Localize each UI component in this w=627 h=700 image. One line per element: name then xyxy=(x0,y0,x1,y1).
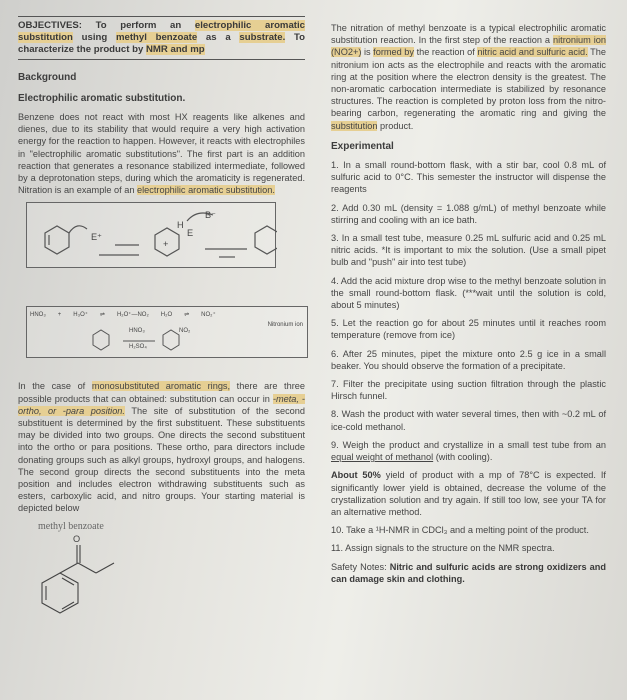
text: is xyxy=(363,47,371,58)
plus: + xyxy=(57,312,62,319)
text: The nitronium ion acts as the electrophile and reacts with the aromatic ring at the position where the electron density is the greatest. The non-aromatic carbocation intermediate is stabilized by resonance structures. The reaction is completed by proton loss from the nitro-bearing carbon, regenerating the aromatic ring and giving the xyxy=(331,47,606,119)
right-column xyxy=(331,22,606,591)
text: Benzene does not react with most HX reagents like alkenes and dienes, due to its stability that would require a very high activation energy for the reaction to happen. However, it reacts with electrophiles in "electrophilic aromatic substitutions". The first part is an addition reaction that generates a resonance stabilized intermediate, followed by a deprotonation steps, during which the aromaticity is regenerated. Nitration is an example of an xyxy=(18,112,305,196)
safety-text: Nitric and sulfuric acids are strong oxidizers and can damage skin and clothing. xyxy=(331,561,606,584)
objectives-label: OBJECTIVES: xyxy=(18,20,82,31)
step: 10. Take a ¹H-NMR in CDCl₃ and a melting point of the product. xyxy=(331,525,589,536)
reagent-bottom: H₂SO₄ xyxy=(129,344,147,351)
electrophile-label: E⁺ xyxy=(91,232,102,243)
oxygen-label: O xyxy=(73,533,81,544)
step-9 xyxy=(331,439,606,463)
e-label: E xyxy=(187,228,194,239)
text: To perform an xyxy=(95,20,182,31)
yield-bold: About 50% xyxy=(331,470,381,481)
left-column xyxy=(18,16,305,633)
highlight: NMR and mp xyxy=(145,44,205,56)
text: using xyxy=(81,32,108,44)
step: 11. Assign signals to the structure on the NMR spectra. xyxy=(331,543,555,554)
experimental-heading: Experimental xyxy=(331,140,394,152)
nitronium: NO₂⁺ xyxy=(201,312,216,319)
methyl-benzoate-structure xyxy=(18,533,305,633)
plus-label: + xyxy=(163,239,169,250)
hno3: HNO₃ xyxy=(30,312,46,319)
step: 8. Wash the product with water several times, then with ~0.2 mL of ice-cold methanol. xyxy=(331,409,606,432)
text: The site of substitution of the second substituent is determined by the first substituent. These substituents may be divided into two groups. One directs the second substituent into the ortho or para positions. These ortho, para directors include donating groups such as alkyl groups, hydroxyl groups, and halogens. The second group directs the second substituents into the meta position and includes electron withdrawing substituents such as esters, carboxylic acid, and nitro groups. Your starting material is depicted below xyxy=(18,405,305,514)
text: To characterize the product by xyxy=(18,32,305,56)
base-label: B⁻ xyxy=(205,210,216,221)
highlight: monosubstituted aromatic rings, xyxy=(91,381,231,392)
nitronium-label: Nitronium ion xyxy=(267,322,303,329)
step: 2. Add 0.30 mL (density = 1.088 g/mL) of methyl benzoate while stirring and cooling with an ice bath. xyxy=(331,202,606,225)
protonated-nitric: H₂O⁺—NO₂ xyxy=(116,312,149,319)
highlight: electrophilic aromatic substitution. xyxy=(137,185,275,196)
text: as a xyxy=(205,32,231,44)
text: product. xyxy=(380,120,414,131)
highlight: methyl benzoate xyxy=(115,32,198,44)
yield-note xyxy=(331,469,606,518)
step: 6. After 25 minutes, pipet the mixture onto 2.5 g ice in a small beaker. You should observe the formation of a precipitate. xyxy=(331,348,606,371)
eas-heading: Electrophilic aromatic substitution. xyxy=(18,92,186,104)
highlight: substrate. xyxy=(239,32,286,44)
highlight: nitric acid and sulfuric acid. xyxy=(477,47,588,58)
safety-notes xyxy=(331,561,606,585)
objectives xyxy=(18,16,305,60)
nitration-paragraph xyxy=(331,22,606,132)
structure-label: methyl benzoate xyxy=(38,520,104,532)
structure-drawing xyxy=(18,533,158,633)
mechanism-drawing xyxy=(27,203,277,269)
text: 9. Weigh the product and crystallize in a small test tube from an xyxy=(331,439,606,450)
h-label: H xyxy=(177,220,184,231)
highlight: formed by xyxy=(373,47,415,58)
text: yield of product with a mp of 78°C is expected. If significantly lower yield is obtained, decrease the volume of the crystallization solution and try again. If still too low, see your TA for an alternative method. xyxy=(331,470,606,517)
highlight: electrophilic aromatic substitution xyxy=(18,20,305,44)
text: the reaction of xyxy=(416,47,475,58)
text: (with cooling). xyxy=(435,452,493,463)
text: The nitration of methyl benzoate is a typical electrophilic aromatic substitution reaction. In the first step of the reaction a xyxy=(331,23,606,46)
highlight: -meta, -ortho, or -para position. xyxy=(18,393,305,416)
text: In the case of xyxy=(18,381,86,392)
step: 5. Let the reaction go for about 25 minutes until it reaches room temperature (remove from ice) xyxy=(331,318,606,341)
mechanism-figure xyxy=(26,202,276,268)
h2o: H₂O xyxy=(160,312,173,319)
step: 7. Filter the precipitate using suction filtration through the plastic Hirsch funnel. xyxy=(331,379,606,402)
nitration-figure: HNO₃ + H₃O⁺ ⇌ H₂O⁺—NO₂ H₂O ⇌ NO₂⁺ Nitronium ion HNO₃ H₂SO₄ NO₂ xyxy=(26,306,308,358)
reagent-top: HNO₃ xyxy=(129,328,145,335)
highlight: nitronium ion (NO2+) xyxy=(331,35,606,58)
highlight: substitution xyxy=(331,120,378,131)
step: 3. In a small test tube, measure 0.25 mL sulfuric acid and 0.25 mL nitric acids. *It is important to mix the solution. (Use a small pipet bulb and "push" air into test tube) xyxy=(331,233,606,268)
step: 1. In a small round-bottom flask, with a stir bar, cool 0.8 mL of sulfuric acid to 0°C. This semester the instructor will dispense the reagents xyxy=(331,160,606,195)
h3o: H₃O⁺ xyxy=(73,312,88,319)
safety-label: Safety Notes: xyxy=(331,561,387,572)
text: there are three possible products that can obtained: substitution can occur in xyxy=(18,381,305,404)
underlined-text: equal weight of methanol xyxy=(331,452,434,463)
step: 4. Add the acid mixture drop wise to the methyl benzoate solution in the small round-bottom flask. (***wait until the solution is cold, about 5 minutes) xyxy=(331,275,606,311)
substitution-paragraph xyxy=(18,380,305,514)
intro-paragraph xyxy=(18,111,305,196)
background-heading: Background xyxy=(18,71,77,83)
nitro-label: NO₂ xyxy=(179,328,191,335)
